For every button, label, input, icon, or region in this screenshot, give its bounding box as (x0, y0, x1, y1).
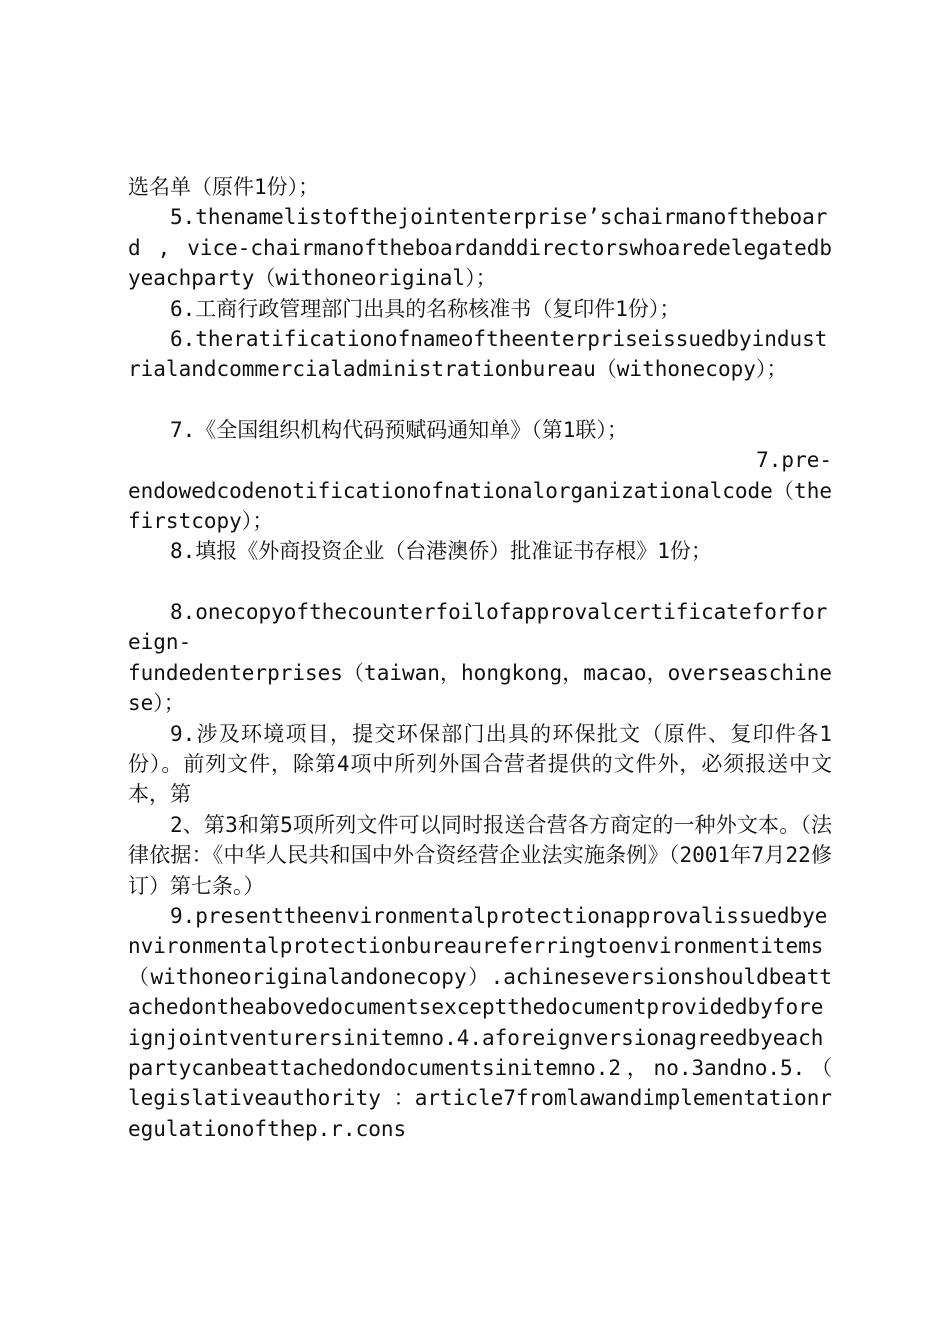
paragraph-2: 5.thenamelistofthejointenterprise’schairmanoftheboard , vice-chairmanoftheboardanddirectorswhoaredelegatedbyeachparty（withoneoriginal）； (128, 205, 832, 291)
paragraph-8: 8.填报《外商投资企业（台港澳侨）批准证书存根》1份； (170, 539, 712, 564)
paragraph-7: endowedcodenotificationofnationalorganizationalcode（thefirstcopy）； (128, 478, 832, 534)
paragraph-12: 2、第3和第5项所列文件可以同时报送合营各方商定的一种外文本。（法律依据：《中华人民共和国中外合资经营企业法实施条例》（2001年7月22修订）第七条。） (128, 812, 832, 898)
paragraph-5: 7.《全国组织机构代码预赋码通知单》（第1联）； (170, 417, 628, 442)
document-body (128, 172, 832, 1144)
paragraph-3: 6.工商行政管理部门出具的名称核准书（复印件1份）； (170, 296, 681, 321)
paragraph-9: 8.onecopyofthecounterfoilofapprovalcertificateforforeign- (128, 599, 828, 655)
paragraph-10: fundedenterprises（taiwan，hongkong，macao，overseaschinese）； (128, 660, 832, 716)
paragraph-13: 9.presenttheenvironmentalprotectionapprovalissuedbyenvironmentalprotectionbureaureferringtoenvironmentitems（withoneoriginalandonecopy）.achineseversionshouldbeattachedontheabovedocumentsexceptthedocumentprovidedbyforeignjointventurersinitemno.4.aforeignversionagreedbyeachpartycanbeattachedondocumentsinitemno.2，no.3andno.5.（ legislativeauthority ：article7fromlawandimplementationregulationofthep.r.cons (128, 903, 832, 1141)
paragraph-1: 选名单（原件1份）； (128, 175, 320, 199)
paragraph-4: 6.theratificationofnameoftheenterpriseissuedbyindustrialandcommercialadministrationbureau（withonecopy）； (128, 327, 828, 382)
paragraph-6: 7.pre- (756, 448, 832, 473)
paragraph-11: 9.涉及环境项目，提交环保部门出具的环保批文（原件、复印件各1份）。前列文件，除第4项中所列外国合营者提供的文件外，必须报送中文本，第 (128, 721, 832, 807)
